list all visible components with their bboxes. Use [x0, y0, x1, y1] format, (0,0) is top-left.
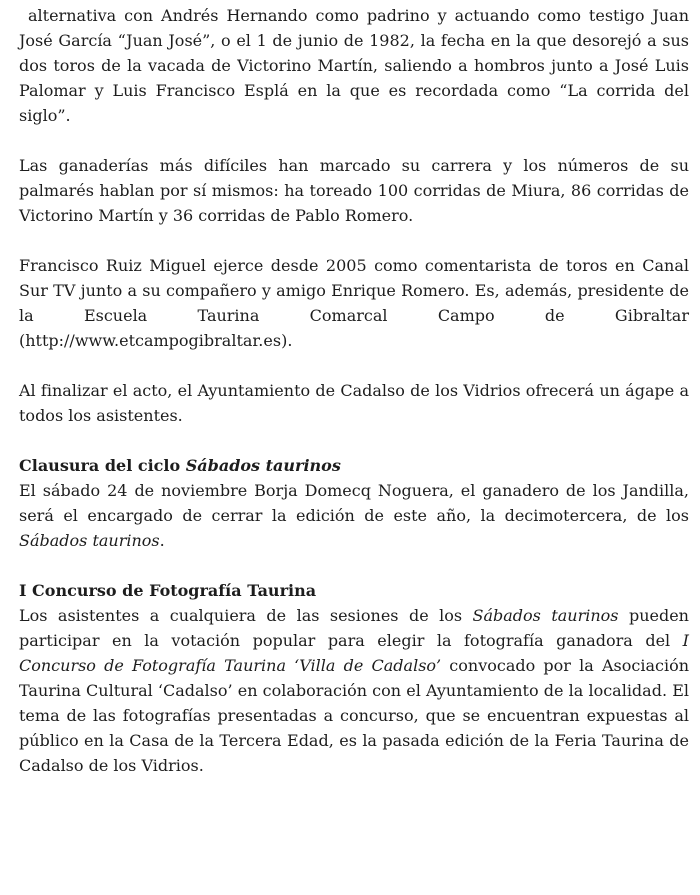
paragraph-los-asistentes	[19, 603, 689, 778]
paragraph-ganaderias	[19, 153, 689, 228]
text-run: convocado por la Asociación Taurina Cultural ‘Cadalso’ en colaboración con el Ayuntamiento de la localidad. El tema de las fotografías presentadas a concurso, que se encuentran expuestas al público en la Casa de la Tercera Edad, es la pasada edición de la Feria Taurina de Cadalso de los Vidrios.	[19, 656, 690, 775]
text-run: I Concurso de Fotografía Taurina	[19, 581, 317, 600]
heading-i-concurso-fotografia	[19, 578, 689, 603]
text-run: I Concurso de Fotografía Taurina ‘Villa de Cadalso’	[19, 631, 689, 675]
text-run: Los asistentes a cualquiera de las sesiones de los	[19, 606, 473, 625]
text-run: pueden participar en la votación popular para elegir la fotografía ganadora del	[19, 606, 689, 650]
text-run: Francisco Ruiz Miguel ejerce desde 2005 como comentarista de toros en Canal Sur TV junto a su compañero y amigo Enrique Romero. Es, además, presidente de la Escuela Taurina Comarcal Campo de Gibraltar (http://www.etcampogibraltar.es).	[19, 256, 689, 350]
text-run: alternativa con Andrés Hernando como padrino y actuando como testigo Juan José García “Juan José”, o el 1 de junio de 1982, la fecha en la que desorejó a sus dos toros de la vacada de Victorino Martín, saliendo a hombros junto a José Luis Palomar y Luis Francisco Esplá en la que es recordada como “La corrida del siglo”.	[19, 6, 689, 125]
text-run: Al finalizar el acto, el Ayuntamiento de Cadalso de los Vidrios ofrecerá un ágape a todos los asistentes.	[19, 381, 689, 425]
text-run: Sábados taurinos	[472, 606, 619, 625]
text-run: Las ganaderías más difíciles han marcado su carrera y los números de su palmarés hablan por sí mismos: ha toreado 100 corridas de Miura, 86 corridas de Victorino Martín y 36 corridas de Pablo Romero.	[19, 156, 689, 225]
paragraph-al-finalizar	[19, 378, 689, 428]
paragraph-el-sabado-24	[19, 478, 689, 553]
text-run: Clausura del ciclo	[19, 456, 186, 475]
text-run: El sábado 24 de noviembre Borja Domecq Noguera, el ganadero de los Jandilla, será el encargado de cerrar la edición de este año, la decimotercera, de los	[19, 481, 689, 525]
text-run: .	[159, 531, 165, 550]
heading-clausura-del-ciclo	[19, 453, 689, 478]
text-run: Sábados taurinos	[185, 456, 341, 475]
paragraph-francisco-ruiz-miguel	[19, 253, 689, 353]
paragraph-alternativa	[19, 3, 689, 128]
text-run: Sábados taurinos	[19, 531, 160, 550]
